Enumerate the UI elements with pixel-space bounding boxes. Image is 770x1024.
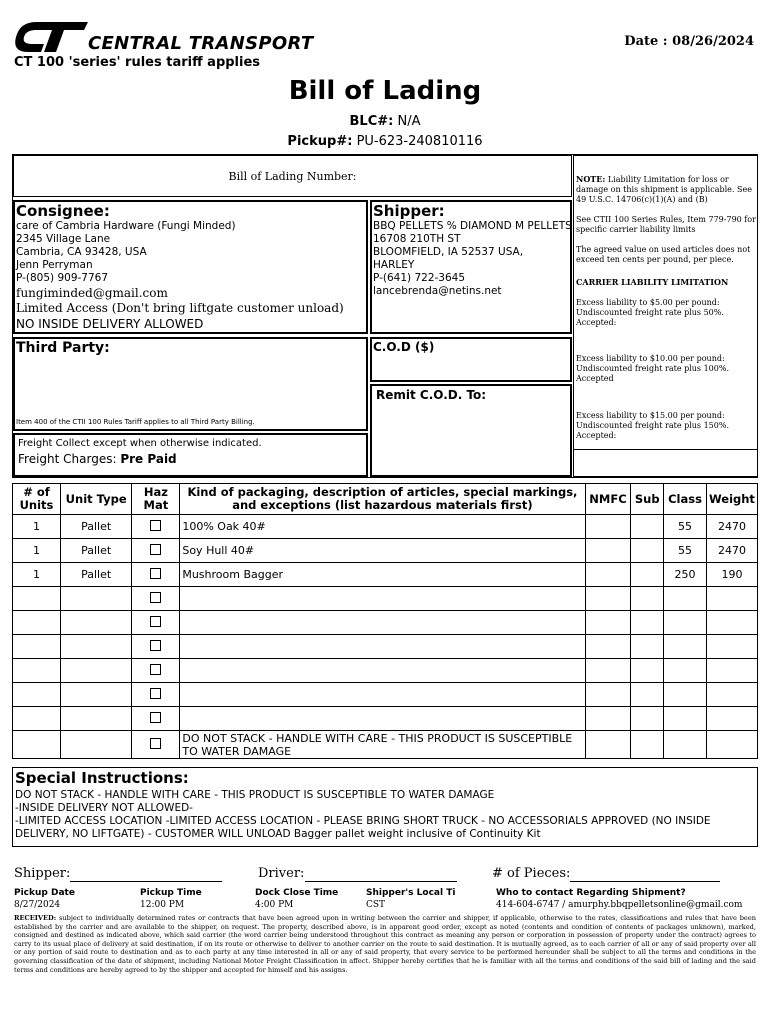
- col-unit-type: Unit Type: [60, 484, 131, 515]
- bol-number-label: Bill of Lading Number:: [228, 170, 357, 183]
- consignee-line: 2345 Village Lane: [16, 233, 111, 245]
- row-nmfc: [585, 587, 631, 611]
- liability-option-5: Excess liability to $5.00 per pound: Undiscounted freight rate plus 50%. Accepted:: [576, 298, 724, 327]
- row-unit-type: Pallet: [60, 563, 131, 587]
- row-hazmat: [132, 611, 180, 635]
- local-time: CST: [366, 900, 386, 910]
- row-weight: 2470: [706, 515, 757, 539]
- special-instructions-heading: Special Instructions:: [15, 769, 189, 787]
- row-description: [180, 659, 585, 683]
- row-weight: 190: [706, 563, 757, 587]
- col-hazmat: Haz Mat: [132, 484, 180, 515]
- special-line: DELIVERY, NO LIFTGATE) - CUSTOMER WILL UNLOAD Bagger pallet weight inclusive of Continuity Kit: [15, 828, 541, 840]
- local-time-label: Shipper's Local Ti: [366, 888, 456, 898]
- special-line: -LIMITED ACCESS LOCATION -LIMITED ACCESS LOCATION - PLEASE BRING SHORT TRUCK - NO ACCESSORIALS APPROVED (NO INSIDE: [15, 815, 711, 827]
- liability-rules: See CTII 100 Series Rules, Item 779-790 for specific carrier liability limits: [576, 215, 756, 234]
- row-unit-type: [60, 659, 131, 683]
- row-sub: [631, 683, 664, 707]
- row-class: [664, 707, 707, 731]
- remit-heading: Remit C.O.D. To:: [376, 388, 487, 402]
- table-row: [13, 707, 758, 731]
- pieces-label: # of Pieces:: [492, 866, 571, 881]
- consignee-line: Cambria, CA 93428, USA: [16, 246, 147, 258]
- received-terms: [14, 914, 756, 974]
- row-description: DO NOT STACK - HANDLE WITH CARE - THIS PRODUCT IS SUSCEPTIBLE TO WATER DAMAGE: [180, 731, 585, 759]
- table-row: [13, 635, 758, 659]
- row-description: [180, 611, 585, 635]
- pickup-label: Pickup#:: [287, 134, 353, 149]
- hazmat-checkbox[interactable]: [150, 568, 161, 579]
- table-row: [13, 563, 758, 587]
- table-row: [13, 731, 758, 759]
- col-description: Kind of packaging, description of articles, special markings, and exceptions (list hazardous materials first): [180, 484, 585, 515]
- hazmat-checkbox[interactable]: [150, 640, 161, 651]
- row-unit-type: [60, 683, 131, 707]
- col-nmfc: NMFC: [585, 484, 631, 515]
- row-nmfc: [585, 659, 631, 683]
- freight-charges-label: Freight Charges:: [18, 452, 117, 466]
- row-nmfc: [585, 635, 631, 659]
- date-label: Date :: [624, 34, 668, 49]
- shipper-line: BLOOMFIELD, IA 52537 USA,: [373, 246, 524, 258]
- cod-heading: C.O.D ($): [373, 340, 435, 354]
- row-nmfc: [585, 539, 631, 563]
- special-line: -INSIDE DELIVERY NOT ALLOWED-: [15, 802, 193, 814]
- consignee-access: Limited Access (Don't bring liftgate customer unload): [16, 301, 344, 315]
- driver-signature-line[interactable]: [305, 881, 457, 882]
- received-text: subject to individually determined rates or contracts that have been agreed upon in writing between the carrier and shipper, if applicable, otherwise to the rates, classifications and rules that have been established by the carrier and are available to the shipper, on request. The property, described above, is in apparent good order, except as noted (contents and condition of contents of packages unknown), marked, consigned and destined as indicated above, which said carrier (the word carrier being understood throughout this contract as meaning any person or corporation in possession of property under the contract) agrees to carry to its usual place of delivery at said destination, if on its route or otherwise to deliver to another carrier on the route to said destination. It is mutually agreed, as to each carrier of all or any of said property over all or any portion of said route to destination and as to each party at any time interested in all or any of said property, that every service to be performed hereunder shall be subject to all the terms and conditions in the governing classification of the date of shipment, including National Motor Freight Classification in affect. Shipper hereby certifies that he is familiar with all the terms and conditions of the said bill of lading and the said terms and conditions are hereby agreed to by the shipper and accepted for himself and his assigns.: [14, 914, 756, 974]
- row-nmfc: [585, 515, 631, 539]
- row-units: 1: [13, 563, 61, 587]
- row-nmfc: [585, 563, 631, 587]
- shipper-signature-label: Shipper:: [14, 866, 71, 881]
- dock-close: 4:00 PM: [255, 900, 294, 910]
- row-description: 100% Oak 40#: [180, 515, 585, 539]
- row-sub: [631, 539, 664, 563]
- row-class: [664, 659, 707, 683]
- liability-note-label: NOTE:: [576, 174, 606, 184]
- consignee-heading: Consignee:: [16, 202, 110, 220]
- row-sub: [631, 515, 664, 539]
- liability-note: [576, 174, 756, 205]
- row-hazmat: [132, 587, 180, 611]
- row-class: 55: [664, 515, 707, 539]
- consignee-line: care of Cambria Hardware (Fungi Minded): [16, 220, 236, 232]
- table-row: [13, 539, 758, 563]
- row-units: [13, 659, 61, 683]
- table-row: [13, 515, 758, 539]
- row-hazmat: [132, 683, 180, 707]
- consignee-delivery: NO INSIDE DELIVERY ALLOWED: [16, 317, 204, 331]
- table-row: [13, 683, 758, 707]
- row-sub: [631, 563, 664, 587]
- freight-charges: [18, 452, 177, 466]
- liability-divider: [573, 449, 758, 450]
- hazmat-checkbox[interactable]: [150, 712, 161, 723]
- row-class: 250: [664, 563, 707, 587]
- special-line: DO NOT STACK - HANDLE WITH CARE - THIS PRODUCT IS SUSCEPTIBLE TO WATER DAMAGE: [15, 789, 495, 801]
- row-description: [180, 683, 585, 707]
- row-hazmat: [132, 539, 180, 563]
- row-sub: [631, 587, 664, 611]
- row-weight: [706, 683, 757, 707]
- pickup-value: PU-623-240810116: [356, 134, 483, 149]
- shipper-line: P-(641) 722-3645: [373, 272, 466, 284]
- col-class: Class: [664, 484, 707, 515]
- shipper-line: 16708 210TH ST: [373, 233, 461, 245]
- row-description: [180, 707, 585, 731]
- special-instructions-text: [15, 789, 711, 841]
- col-sub: Sub: [631, 484, 664, 515]
- contact-value: 414-604-6747 / amurphy.bbqpelletsonline@gmail.com: [496, 900, 743, 910]
- shipper-heading: Shipper:: [373, 202, 445, 220]
- liability-note-text: Liability Limitation for loss or damage on this shipment is applicable. See 49 U.S.C. 14706(c)(1)(A) and (B): [576, 175, 752, 204]
- hazmat-checkbox[interactable]: [150, 520, 161, 531]
- pickup-time: 12:00 PM: [140, 900, 185, 910]
- row-unit-type: [60, 587, 131, 611]
- row-class: [664, 731, 707, 759]
- row-unit-type: [60, 731, 131, 759]
- row-units: [13, 587, 61, 611]
- row-weight: [706, 707, 757, 731]
- shipper-line: lancebrenda@netins.net: [373, 285, 502, 297]
- row-sub: [631, 659, 664, 683]
- row-hazmat: [132, 563, 180, 587]
- row-description: [180, 587, 585, 611]
- row-sub: [631, 707, 664, 731]
- date-line: [624, 34, 754, 49]
- date-value: 08/26/2024: [672, 34, 754, 49]
- row-unit-type: [60, 611, 131, 635]
- row-weight: [706, 635, 757, 659]
- row-hazmat: [132, 707, 180, 731]
- row-unit-type: Pallet: [60, 539, 131, 563]
- row-nmfc: [585, 683, 631, 707]
- liability-option-10: Excess liability to $10.00 per pound: Undiscounted freight rate plus 100%. Accepted: [576, 354, 729, 383]
- row-description: Mushroom Bagger: [180, 563, 585, 587]
- central-transport-logo: [14, 20, 90, 54]
- table-row: [13, 587, 758, 611]
- row-hazmat: [132, 731, 180, 759]
- table-row: [13, 659, 758, 683]
- hazmat-checkbox[interactable]: [150, 592, 161, 603]
- row-weight: [706, 731, 757, 759]
- row-class: [664, 611, 707, 635]
- row-class: [664, 683, 707, 707]
- consignee-email: fungiminded@gmail.com: [16, 286, 168, 300]
- row-weight: [706, 611, 757, 635]
- liability-option-15: Excess liability to $15.00 per pound: Undiscounted freight rate plus 150%. Accepted:: [576, 411, 729, 440]
- table-row: [13, 611, 758, 635]
- row-class: 55: [664, 539, 707, 563]
- page-title: Bill of Lading: [288, 76, 482, 106]
- row-nmfc: [585, 611, 631, 635]
- blc-line: [0, 114, 770, 129]
- table-header-row: [13, 484, 758, 515]
- pieces-line[interactable]: [570, 881, 720, 882]
- liability-agreed: The agreed value on used articles does not exceed ten cents per pound, per piece.: [576, 245, 751, 264]
- row-nmfc: [585, 707, 631, 731]
- shipper-line: HARLEY: [373, 259, 415, 271]
- row-class: [664, 587, 707, 611]
- row-sub: [631, 731, 664, 759]
- freight-collect-note: Freight Collect except when otherwise indicated.: [18, 438, 262, 449]
- row-hazmat: [132, 659, 180, 683]
- row-units: [13, 707, 61, 731]
- row-weight: [706, 659, 757, 683]
- driver-signature-label: Driver:: [258, 866, 305, 881]
- liability-heading: CARRIER LIABILITY LIMITATION: [576, 277, 729, 287]
- hazmat-checkbox[interactable]: [150, 664, 161, 675]
- freight-charges-value: Pre Paid: [120, 452, 177, 466]
- hazmat-checkbox[interactable]: [150, 544, 161, 555]
- pickup-line: [0, 134, 770, 149]
- company-name: CENTRAL TRANSPORT: [88, 33, 314, 54]
- consignee-line: Jenn Perryman: [16, 259, 93, 271]
- pickup-date-label: Pickup Date: [14, 888, 75, 898]
- row-nmfc: [585, 731, 631, 759]
- row-units: [13, 731, 61, 759]
- tariff-note: CT 100 'series' rules tariff applies: [14, 55, 261, 70]
- row-weight: [706, 587, 757, 611]
- row-sub: [631, 635, 664, 659]
- hazmat-checkbox[interactable]: [150, 738, 161, 749]
- consignee-address: [16, 220, 236, 285]
- hazmat-checkbox[interactable]: [150, 688, 161, 699]
- shipper-line: BBQ PELLETS % DIAMOND M PELLETS: [373, 220, 572, 232]
- row-class: [664, 635, 707, 659]
- contact-label: Who to contact Regarding Shipment?: [496, 888, 686, 898]
- pickup-time-label: Pickup Time: [140, 888, 202, 898]
- row-sub: [631, 611, 664, 635]
- row-unit-type: [60, 707, 131, 731]
- blc-value: N/A: [397, 114, 421, 129]
- row-unit-type: Pallet: [60, 515, 131, 539]
- third-party-note: Item 400 of the CTII 100 Rules Tariff applies to all Third Party Billing.: [16, 418, 255, 426]
- row-description: [180, 635, 585, 659]
- row-units: [13, 635, 61, 659]
- row-units: [13, 683, 61, 707]
- shipper-signature: [14, 866, 70, 881]
- consignee-line: P-(805) 909-7767: [16, 272, 109, 284]
- row-unit-type: [60, 635, 131, 659]
- items-table: [12, 483, 758, 759]
- row-description: Soy Hull 40#: [180, 539, 585, 563]
- received-label: RECEIVED:: [14, 914, 57, 922]
- row-hazmat: [132, 635, 180, 659]
- row-units: 1: [13, 539, 61, 563]
- shipper-address: [373, 220, 572, 298]
- row-weight: 2470: [706, 539, 757, 563]
- row-units: [13, 611, 61, 635]
- row-hazmat: [132, 515, 180, 539]
- third-party-heading: Third Party:: [16, 340, 110, 356]
- hazmat-checkbox[interactable]: [150, 616, 161, 627]
- dock-close-label: Dock Close Time: [255, 888, 339, 898]
- col-units: # of Units: [13, 484, 61, 515]
- col-weight: Weight: [706, 484, 757, 515]
- blc-label: BLC#:: [349, 114, 394, 129]
- pickup-date: 8/27/2024: [14, 900, 61, 910]
- row-units: 1: [13, 515, 61, 539]
- shipper-signature-line[interactable]: [70, 881, 222, 882]
